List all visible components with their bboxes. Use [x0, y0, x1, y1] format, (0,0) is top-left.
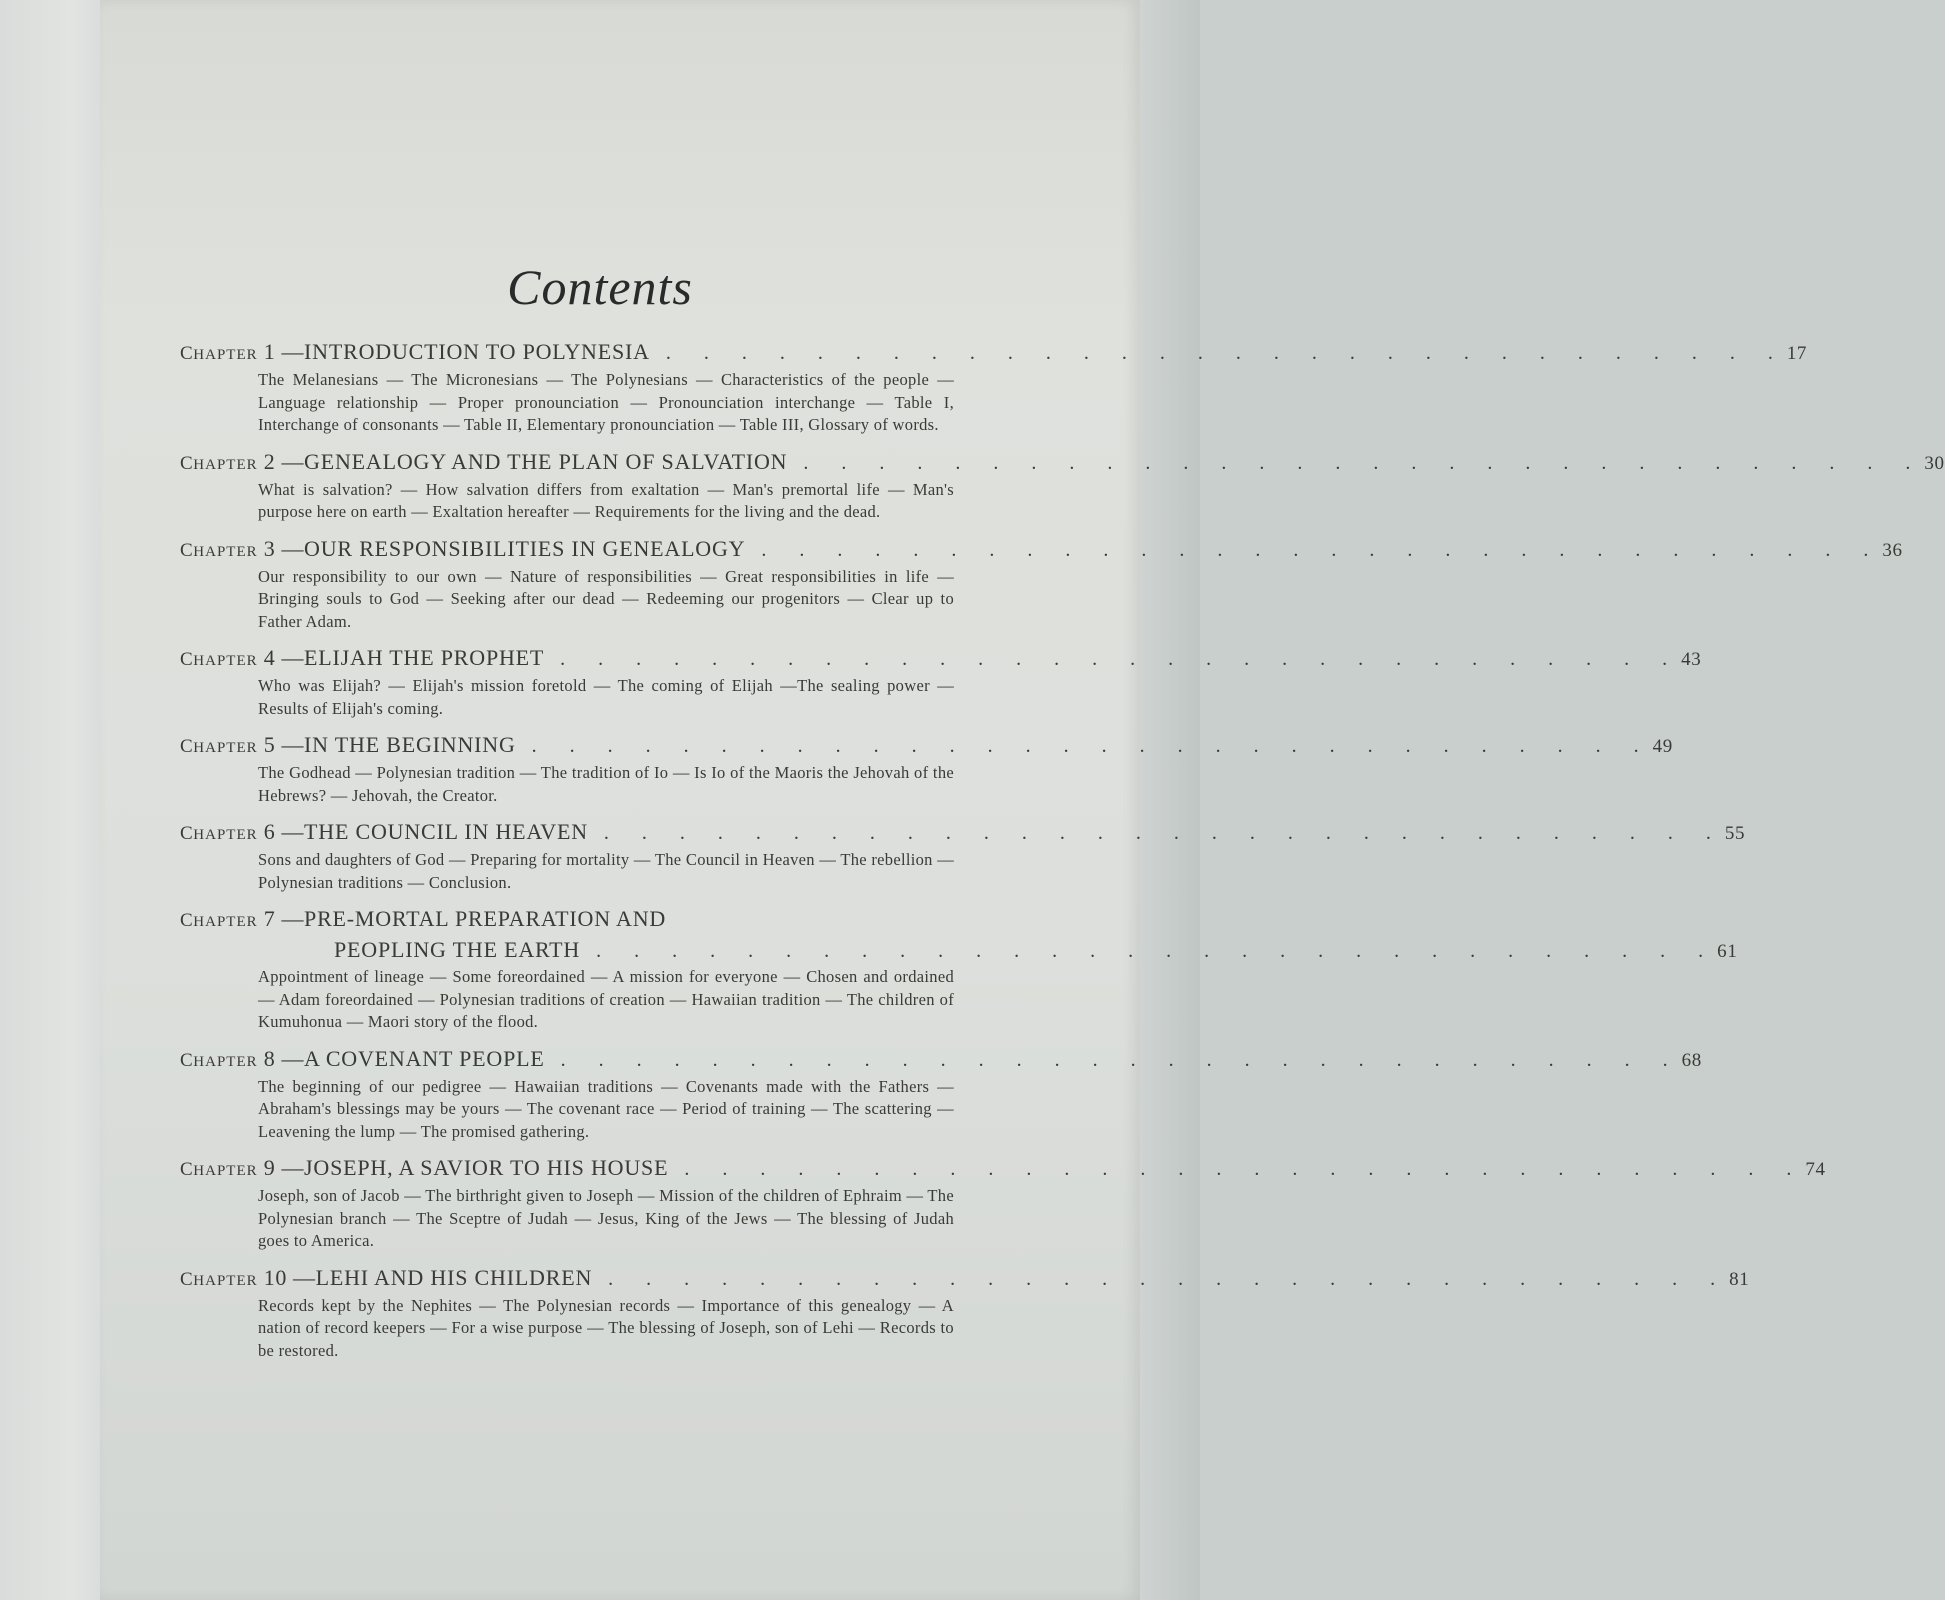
chapter-label: CHAPTER 8 —: [180, 1045, 305, 1071]
chapter-label: CHAPTER 1 —: [180, 339, 305, 364]
chapter-label: CHAPTER 5 —: [180, 732, 305, 757]
chapter-title: PRE-MORTAL PREPARATION AND: [304, 906, 667, 931]
chapter-label: CHAPTER 3 —: [180, 535, 305, 561]
page-number: 36: [1882, 539, 1903, 561]
chapter-label: CHAPTER 4 —: [180, 645, 305, 670]
chapter-title: A COVENANT PEOPLE: [304, 1045, 545, 1071]
chapter-number: 6: [263, 819, 276, 844]
chapter-number: 5: [263, 732, 276, 757]
chapter-description: Sons and daughters of God — Preparing for mortality — The Council in Heaven — The rebellion — Polynesian traditions — Conclusion.: [258, 850, 954, 892]
chapter-number: 10: [263, 1264, 287, 1290]
page-number: 74: [1805, 1159, 1826, 1180]
toc-entry: [176, 448, 1945, 524]
chapter-heading: [176, 818, 1746, 849]
chapter-description: Our responsibility to our own — Nature of responsibilities — Great responsibilities in life — Bringing souls to God — Seeking after our dead — Redeeming our progenitors — Clear up to Father Adam.: [258, 566, 954, 631]
chapter-word-initial: C: [180, 452, 194, 474]
chapter-number: 8: [263, 1045, 276, 1071]
chapter-label: CHAPTER 6 —: [180, 819, 305, 844]
chapter-word-initial: C: [180, 910, 194, 931]
toc-entry: [176, 535, 1903, 634]
chapter-label: CHAPTER 2 —: [180, 448, 305, 474]
chapter-number: 1: [263, 339, 276, 364]
chapter-title: JOSEPH, A SAVIOR TO HIS HOUSE: [304, 1155, 669, 1180]
chapter-word-rest: HAPTER: [193, 456, 258, 473]
dot-leader: . . . . . . . . . . . . . . . . . . . . . . . . . . . . . .: [608, 1267, 1730, 1290]
page-number: 43: [1681, 649, 1702, 670]
toc-entry: [176, 1264, 1750, 1363]
chapter-number: 9: [263, 1155, 276, 1180]
page-number: 61: [1717, 941, 1738, 962]
chapter-heading: [176, 1045, 1702, 1076]
chapter-title: INTRODUCTION TO POLYNESIA: [304, 339, 650, 364]
chapter-word-rest: HAPTER: [193, 740, 258, 756]
chapter-description: Records kept by the Nephites — The Polynesian records — Importance of this genealogy — A nation of record keepers — For a wise purpose — The blessing of Joseph, son of Lehi — Records to be restored.: [258, 1295, 954, 1360]
chapter-word-initial: C: [180, 736, 194, 757]
chapter-description: The Godhead — Polynesian tradition — The tradition of Io — Is Io of the Maoris the Jehovah of the Hebrews? — Jehovah, the Creator.: [258, 763, 954, 805]
chapter-word-rest: HAPTER: [193, 914, 258, 930]
chapter-number: 7: [263, 906, 276, 931]
chapter-description: What is salvation? — How salvation differs from exaltation — Man's premortal life — Man's purpose here on earth — Exaltation hereafter — Requirements for the living and the dead.: [258, 479, 954, 521]
chapter-title-continued: [176, 936, 1738, 966]
chapter-word-initial: C: [180, 649, 194, 670]
chapter-number: 4: [263, 645, 276, 670]
chapter-word-rest: HAPTER: [193, 543, 258, 560]
chapter-title: ELIJAH THE PROPHET: [304, 645, 545, 670]
dot-leader: . . . . . . . . . . . . . . . . . . . . . . . . . . . . . .: [761, 538, 1883, 561]
chapter-description: The Melanesians — The Micronesians — The Polynesians — Characteristics of the people — Language relationship — Proper pronounciation — Pronounciation interchange — Table I, Interchange of consonants — Table II, Elementary pronounciation — Table III, Glossary of words.: [258, 370, 954, 434]
toc-entry: [176, 1154, 1826, 1253]
toc-entry: [176, 644, 1702, 720]
toc-entry: [176, 731, 1673, 807]
chapter-number: 2: [263, 448, 276, 474]
chapter-title-line2: PEOPLING THE EARTH: [334, 937, 581, 962]
page-number: 55: [1724, 823, 1746, 844]
dot-leader: . . . . . . . . . . . . . . . . . . . . . . . . . . . . . .: [665, 342, 1787, 364]
chapter-description: Appointment of lineage — Some foreordained — A mission for everyone — Chosen and ordained — Adam foreordained — Polynesian traditions of creation — Hawaiian tradition — The children of Kumuhonua — Maori story of the flood.: [258, 967, 954, 1031]
chapter-word-rest: HAPTER: [193, 347, 258, 363]
chapter-title: THE COUNCIL IN HEAVEN: [304, 819, 588, 844]
dot-leader: . . . . . . . . . . . . . . . . . . . . . . . . . . . . . .: [684, 1158, 1806, 1180]
dot-leader: . . . . . . . . . . . . . . . . . . . . . . . . . . . . . .: [560, 1048, 1682, 1071]
chapter-title: LEHI AND HIS CHILDREN: [315, 1264, 593, 1290]
dot-leader: . . . . . . . . . . . . . . . . . . . . . . . . . . . . . .: [531, 735, 1653, 757]
chapter-word-rest: HAPTER: [193, 1272, 258, 1289]
page-number: 81: [1729, 1268, 1750, 1290]
chapter-heading: [176, 1264, 1750, 1295]
table-of-contents: [176, 338, 1945, 1373]
page-number: 30: [1924, 452, 1945, 474]
chapter-word-rest: HAPTER: [193, 1053, 258, 1070]
chapter-word-initial: C: [180, 1159, 194, 1180]
page-title: Contents: [507, 259, 693, 315]
chapter-word-initial: C: [180, 1268, 194, 1290]
chapter-title: GENEALOGY AND THE PLAN OF SALVATION: [304, 448, 788, 474]
chapter-word-initial: C: [180, 539, 194, 561]
chapter-number: 3: [263, 535, 276, 561]
chapter-description: The beginning of our pedigree — Hawaiian traditions — Covenants made with the Fathers — Abraham's blessings may be yours — The covenant race — Period of training — The scattering — Leavening the lump — The promised gathering.: [258, 1076, 954, 1141]
chapter-heading: [176, 905, 992, 936]
chapter-heading: [176, 731, 1673, 762]
dot-leader: . . . . . . . . . . . . . . . . . . . . . . . . . . . . . .: [603, 822, 1725, 844]
chapter-word-rest: HAPTER: [193, 827, 258, 843]
dot-leader: . . . . . . . . . . . . . . . . . . . . . . . . . . . . . .: [596, 940, 1718, 962]
page-number: 17: [1786, 343, 1808, 364]
dot-leader: . . . . . . . . . . . . . . . . . . . . . . . . . . . . . .: [560, 648, 1682, 670]
chapter-heading: [176, 644, 1702, 675]
toc-entry: [176, 818, 1746, 894]
chapter-heading: [176, 338, 1808, 369]
chapter-title: OUR RESPONSIBILITIES IN GENEALOGY: [304, 535, 746, 561]
chapter-word-rest: HAPTER: [193, 1163, 258, 1179]
chapter-label: CHAPTER 9 —: [180, 1155, 305, 1180]
chapter-heading: [176, 1154, 1826, 1185]
chapter-word-initial: C: [180, 343, 194, 364]
dot-leader: . . . . . . . . . . . . . . . . . . . . . . . . . . . . . .: [803, 451, 1925, 474]
page-number: 68: [1681, 1049, 1702, 1071]
page-number: 49: [1652, 736, 1673, 757]
toc-entry: [176, 338, 1808, 437]
chapter-word-rest: HAPTER: [193, 653, 258, 669]
chapter-heading: [176, 448, 1945, 479]
chapter-word-initial: C: [180, 1049, 194, 1071]
toc-entry: [176, 905, 1738, 1034]
chapter-label: CHAPTER 10 —: [180, 1264, 316, 1290]
chapter-label: CHAPTER 7 —: [180, 906, 305, 931]
toc-entry: [176, 1045, 1702, 1144]
chapter-word-initial: C: [180, 823, 194, 844]
chapter-heading: [176, 535, 1903, 566]
chapter-description: Joseph, son of Jacob — The birthright given to Joseph — Mission of the children of Ephraim — The Polynesian branch — The Sceptre of Judah — Jesus, King of the Jews — The blessing of Judah goes to America.: [258, 1186, 954, 1250]
chapter-title: IN THE BEGINNING: [304, 732, 516, 757]
background-edge: [1140, 0, 1200, 1600]
chapter-description: Who was Elijah? — Elijah's mission foretold — The coming of Elijah —The sealing power — Results of Elijah's coming.: [258, 676, 954, 718]
